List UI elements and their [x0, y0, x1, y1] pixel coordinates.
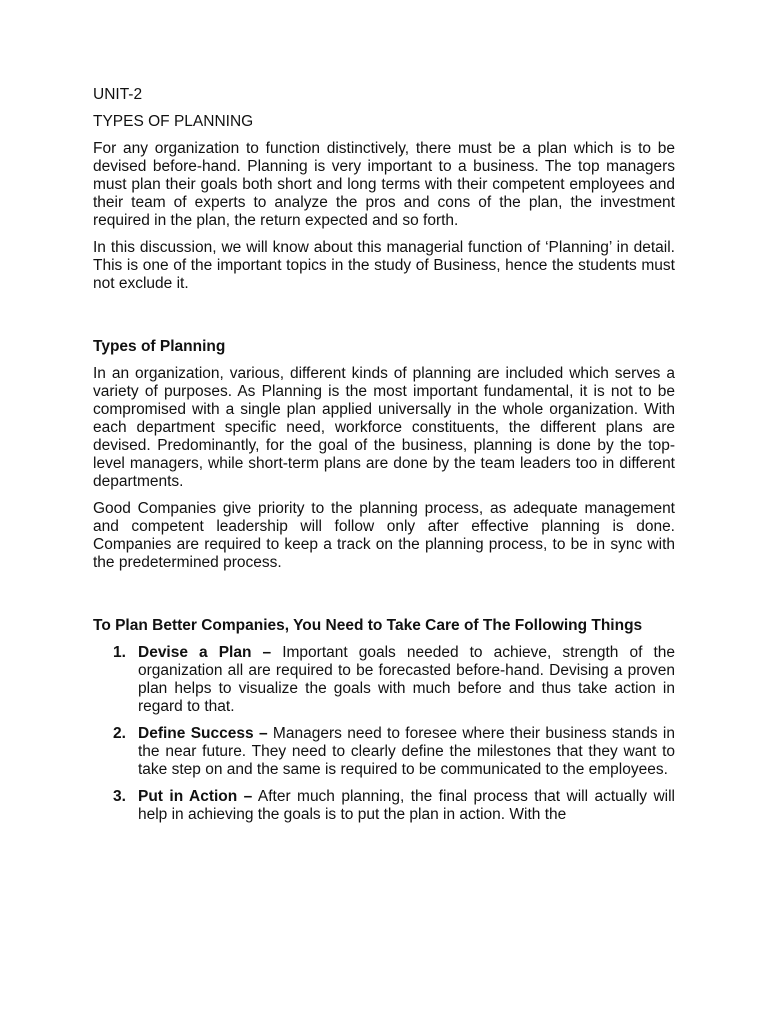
document-title: TYPES OF PLANNING — [93, 113, 254, 130]
list-item-text: After much planning, the final process that will actually will help in achieving the goals is to put the plan in action. With the — [138, 788, 675, 823]
types-paragraph-1: In an organization, various, different kinds of planning are included which serves a variety of purposes. As Planning is the most important fundamental, it is not to be compromised with a single plan applied universally in the whole organization. With each department specific need, workforce constituents, the different plans are devised. Predominantly, for the goal of the business, planning is done by the top-level managers, while short-term plans are done by the team leaders too in different departments. — [93, 365, 675, 490]
intro-paragraph-1: For any organization to function distinctively, there must be a plan which is to be devised before-hand. Planning is very important to a business. The top managers must plan their goals both short and long terms with their competent employees and their team of experts to analyze the pros and cons of the plan, the investment required in the plan, the return expected and so forth. — [93, 140, 675, 229]
steps-list — [93, 644, 675, 824]
section-heading-types-of-planning: Types of Planning — [93, 338, 226, 355]
list-item-number: 2. — [113, 725, 126, 742]
list-item — [93, 788, 675, 824]
list-item-number: 3. — [113, 788, 126, 805]
unit-label: UNIT-2 — [93, 86, 143, 103]
list-item-text: Managers need to foresee where their business stands in the near future. They need to clearly define the milestones that they want to take step on and the same is required to be communicated to the employees. — [138, 725, 675, 778]
intro-paragraph-2: In this discussion, we will know about this managerial function of ‘Planning’ in detail. This is one of the important topics in the study of Business, hence the students must not exclude it. — [93, 239, 675, 292]
section-heading-plan-better: To Plan Better Companies, You Need to Take Care of The Following Things — [93, 617, 643, 634]
types-paragraph-2: Good Companies give priority to the planning process, as adequate management and competent leadership will follow only after effective planning is done. Companies are required to keep a track on the planning process, to be in sync with the predetermined process. — [93, 500, 675, 571]
list-item-term: Put in Action – — [138, 788, 253, 805]
list-item-number: 1. — [113, 644, 126, 661]
list-item-term: Define Success – — [138, 725, 268, 742]
list-item-term: Devise a Plan – — [138, 644, 272, 661]
list-item-text: Important goals needed to achieve, strength of the organization all are required to be forecasted before-hand. Devising a proven plan helps to visualize the goals with much before and thus take action in regard to that. — [138, 644, 676, 715]
list-item — [93, 725, 675, 779]
list-item — [93, 644, 675, 716]
section-spacer — [93, 302, 675, 338]
section-spacer — [93, 581, 675, 617]
